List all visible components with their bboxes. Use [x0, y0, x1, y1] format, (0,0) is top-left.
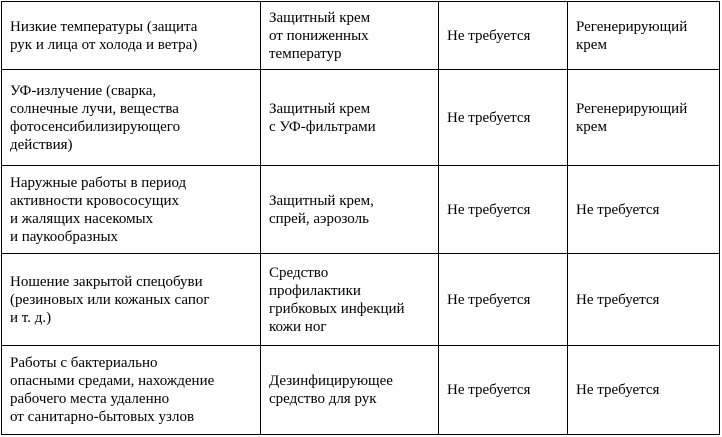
cleansing-cell: Не требуется: [439, 2, 568, 70]
protection-cell: Средство профилактики грибковых инфекций кожи ног: [261, 254, 439, 346]
cleansing-cell: Не требуется: [439, 346, 568, 435]
skin-protection-table: [1, 1, 720, 435]
regeneration-cell: Не требуется: [568, 166, 720, 254]
condition-cell: Низкие температуры (защита рук и лица от холода и ветра): [2, 2, 261, 70]
protection-cell: Дезинфицирующее средство для рук: [261, 346, 439, 435]
protection-cell: Защитный крем от пониженных температур: [261, 2, 439, 70]
table-row: [2, 346, 720, 435]
cleansing-cell: Не требуется: [439, 70, 568, 166]
table-row: [2, 166, 720, 254]
protection-cell: Защитный крем с УФ-фильтрами: [261, 70, 439, 166]
condition-cell: Наружные работы в период активности кровососущих и жалящих насекомых и паукообразных: [2, 166, 261, 254]
protection-cell: Защитный крем, спрей, аэрозоль: [261, 166, 439, 254]
cleansing-cell: Не требуется: [439, 166, 568, 254]
regeneration-cell: Регенерирующий крем: [568, 2, 720, 70]
regeneration-cell: Не требуется: [568, 254, 720, 346]
regeneration-cell: Не требуется: [568, 346, 720, 435]
cleansing-cell: Не требуется: [439, 254, 568, 346]
condition-cell: УФ-излучение (сварка, солнечные лучи, вещества фотосенсибилизирующего действия): [2, 70, 261, 166]
table-row: [2, 2, 720, 70]
table-row: [2, 254, 720, 346]
regeneration-cell: Регенерирующий крем: [568, 70, 720, 166]
condition-cell: Ношение закрытой спецобуви (резиновых или кожаных сапог и т. д.): [2, 254, 261, 346]
condition-cell: Работы с бактериально опасными средами, нахождение рабочего места удаленно от санитарно-бытовых узлов: [2, 346, 261, 435]
table-row: [2, 70, 720, 166]
